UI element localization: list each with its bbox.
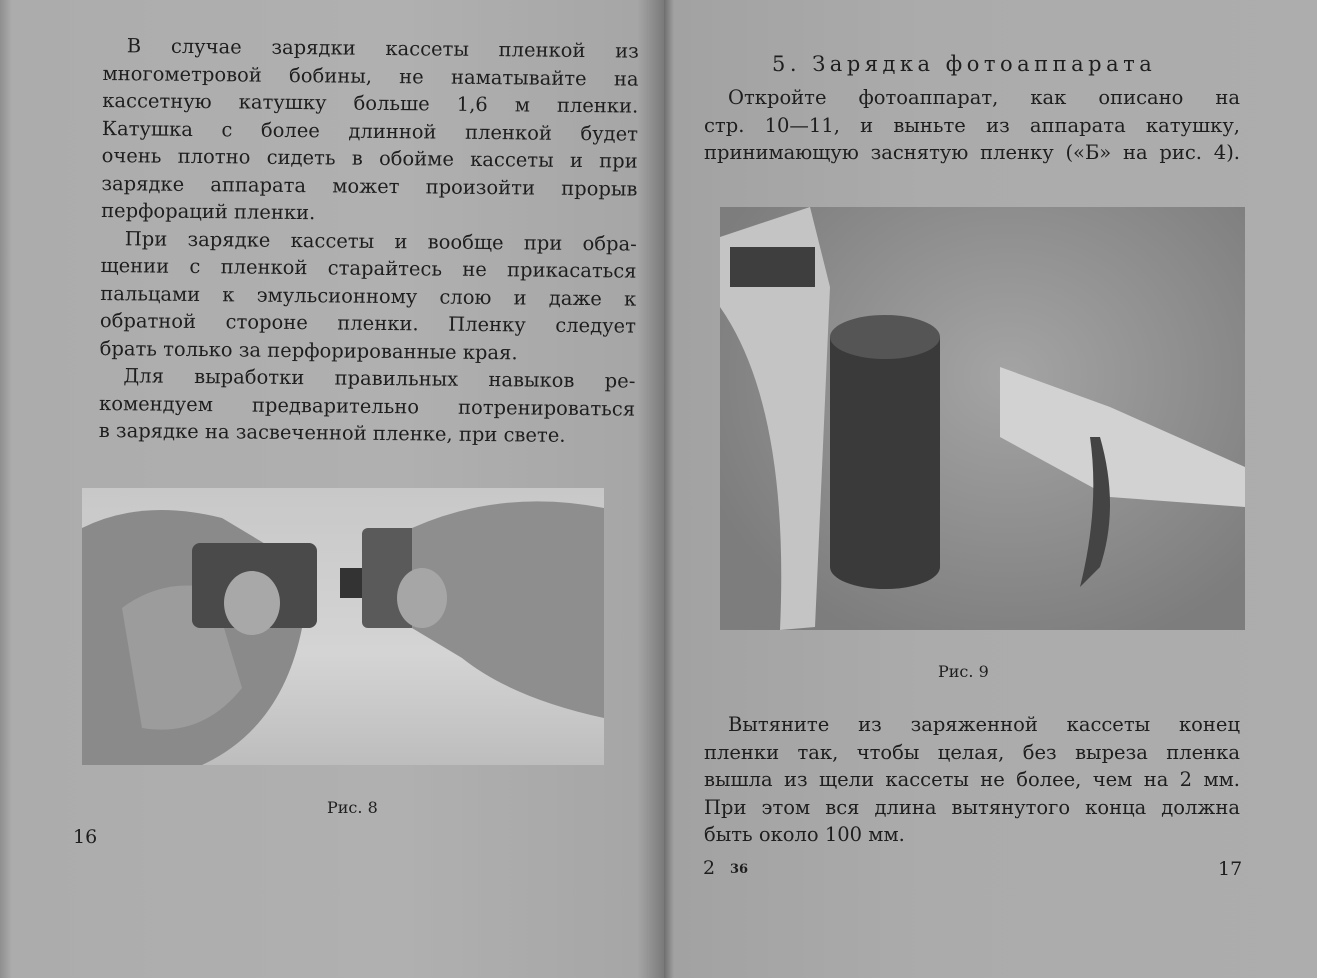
figure-8-caption: Рис. 8 — [327, 798, 378, 817]
text-line: очень плотно сидеть в обойме кассеты и при — [101, 143, 638, 173]
signature-mark: 2 — [703, 857, 716, 879]
text-line: зарядке аппарата может произойти прорыв — [101, 171, 638, 201]
text-line: Вытяните из заряженной кассеты конец — [728, 713, 1240, 736]
text-line: комендуем предварительно потренироваться — [98, 391, 636, 421]
right-page-body — [704, 711, 1240, 849]
text-line: кассетную катушку больше 1,6 м пленки. — [102, 88, 639, 118]
text-line: Откройте фотоаппарат, как описано на — [728, 86, 1240, 109]
text-line: принимающую заснятую пленку («Б» на рис. 4). — [704, 141, 1240, 164]
figure-9-photo — [720, 207, 1245, 630]
page-number-left: 16 — [73, 826, 98, 848]
text-line: Катушка с более длинной пленкой будет — [101, 116, 639, 146]
hands-loading-cassette-illustration — [82, 488, 604, 765]
text-line: перфораций пленки. — [101, 198, 316, 225]
text-line: стр. 10—11, и выньте из аппарата катушку, — [704, 113, 1240, 137]
text-line: Для выработки правильных навыков ре- — [123, 364, 636, 393]
text-line: вышла из щели кассеты не более, чем на 2 мм. — [704, 768, 1240, 791]
text-line: пальцами к эмульсионному слою и даже к — [100, 281, 637, 311]
text-line: брать только за перфорированные края. — [99, 336, 518, 364]
text-line: обратной стороне пленки. Пленку следует — [99, 308, 637, 338]
film-spool-illustration — [720, 207, 1245, 630]
right-page-intro — [704, 84, 1240, 167]
text-line: многометровой бобины, не наматывайте на — [102, 61, 639, 91]
section-heading: 5. Зарядка фотоаппарата — [772, 52, 1157, 76]
text-line: В случае зарядки кассеты пленкой из — [126, 34, 639, 63]
text-line: щении с пленкой старайтесь не прикасаться — [100, 253, 637, 283]
signature-number: 36 — [730, 862, 749, 877]
text-line: При этом вся длина вытянутого конца должна — [704, 795, 1240, 819]
page-number-right: 17 — [1218, 858, 1243, 880]
left-page-text — [99, 32, 639, 450]
figure-9-caption: Рис. 9 — [938, 662, 989, 681]
text-line: пленки так, чтобы целая, без выреза пленка — [704, 740, 1240, 764]
figure-8-photo — [82, 488, 604, 765]
text-line: в зарядке на засвеченной пленке, при свете. — [98, 418, 566, 447]
text-line: быть около 100 мм. — [704, 823, 905, 846]
text-line: При зарядке кассеты и вообще при обра- — [124, 226, 637, 256]
